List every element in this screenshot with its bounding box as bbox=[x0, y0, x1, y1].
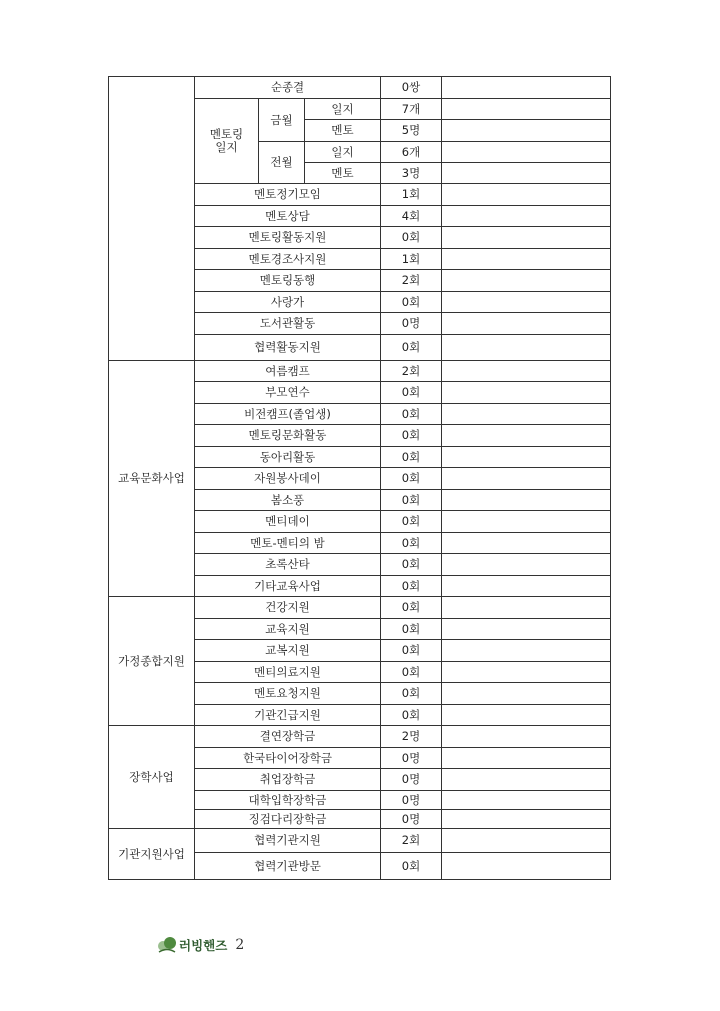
table-row bbox=[109, 726, 611, 748]
row-blank bbox=[442, 313, 611, 335]
row-blank bbox=[442, 404, 611, 425]
row-value: 0명 bbox=[381, 769, 442, 791]
row-label: 교육지원 bbox=[195, 619, 381, 640]
row-blank bbox=[442, 533, 611, 554]
row-value: 2회 bbox=[381, 829, 442, 853]
section-cell-mentoring bbox=[109, 77, 195, 361]
row-value: 5명 bbox=[381, 120, 442, 142]
row-blank bbox=[442, 292, 611, 313]
row-label: 결연장학금 bbox=[195, 726, 381, 748]
row-value: 2회 bbox=[381, 361, 442, 382]
row-blank bbox=[442, 748, 611, 769]
row-label: 멘티의료지원 bbox=[195, 662, 381, 683]
row-value: 0회 bbox=[381, 382, 442, 404]
row-label: 한국타이어장학금 bbox=[195, 748, 381, 769]
row-blank bbox=[442, 184, 611, 206]
row-blank bbox=[442, 683, 611, 705]
row-blank bbox=[442, 576, 611, 597]
row-label: 멘토링활동지원 bbox=[195, 227, 381, 249]
row-value: 0명 bbox=[381, 810, 442, 829]
row-label: 멘토요청지원 bbox=[195, 683, 381, 705]
row-blank bbox=[442, 270, 611, 292]
row-blank bbox=[442, 468, 611, 490]
row-label: 대학입학장학금 bbox=[195, 791, 381, 810]
row-label: 일지 bbox=[305, 142, 381, 163]
row-label: 건강지원 bbox=[195, 597, 381, 619]
row-value: 1회 bbox=[381, 249, 442, 270]
activity-table bbox=[108, 76, 611, 880]
row-blank bbox=[442, 163, 611, 184]
row-value: 0쌍 bbox=[381, 77, 442, 99]
row-blank bbox=[442, 726, 611, 748]
page-number: 2 bbox=[235, 937, 245, 953]
row-blank bbox=[442, 425, 611, 447]
row-label: 기관긴급지원 bbox=[195, 705, 381, 726]
row-blank bbox=[442, 705, 611, 726]
row-blank bbox=[442, 335, 611, 361]
row-value: 0명 bbox=[381, 313, 442, 335]
row-blank bbox=[442, 249, 611, 270]
row-blank bbox=[442, 640, 611, 662]
row-value: 0회 bbox=[381, 576, 442, 597]
row-label: 교복지원 bbox=[195, 640, 381, 662]
row-value: 0회 bbox=[381, 619, 442, 640]
row-label: 봄소풍 bbox=[195, 490, 381, 511]
row-value: 6개 bbox=[381, 142, 442, 163]
row-blank bbox=[442, 206, 611, 227]
row-label: 멘토상담 bbox=[195, 206, 381, 227]
row-value: 0회 bbox=[381, 468, 442, 490]
section-label-agency-support: 기관지원사업 bbox=[109, 829, 195, 880]
row-label: 자원봉사데이 bbox=[195, 468, 381, 490]
row-blank bbox=[442, 511, 611, 533]
row-label: 멘토 bbox=[305, 163, 381, 184]
row-value: 0명 bbox=[381, 748, 442, 769]
row-blank bbox=[442, 142, 611, 163]
row-label: 순종결 bbox=[195, 77, 381, 99]
mentoring-log-label bbox=[195, 99, 259, 184]
row-label: 멘토경조사지원 bbox=[195, 249, 381, 270]
row-value: 0회 bbox=[381, 447, 442, 468]
row-label: 멘토링문화활동 bbox=[195, 425, 381, 447]
row-label: 기타교육사업 bbox=[195, 576, 381, 597]
mentoring-log-label-line1: 멘토링 bbox=[209, 127, 244, 142]
row-blank bbox=[442, 490, 611, 511]
row-value: 0회 bbox=[381, 597, 442, 619]
mentoring-log-label-line2: 일지 bbox=[215, 140, 238, 154]
row-value: 0회 bbox=[381, 683, 442, 705]
row-value: 0회 bbox=[381, 554, 442, 576]
row-label: 멘티데이 bbox=[195, 511, 381, 533]
table-row bbox=[109, 597, 611, 619]
row-blank bbox=[442, 99, 611, 120]
table-row bbox=[109, 361, 611, 382]
row-blank bbox=[442, 597, 611, 619]
brand-name: 러빙핸즈 bbox=[179, 938, 228, 953]
row-value: 0회 bbox=[381, 425, 442, 447]
row-label: 동아리활동 bbox=[195, 447, 381, 468]
row-label: 도서관활동 bbox=[195, 313, 381, 335]
row-label: 멘토링동행 bbox=[195, 270, 381, 292]
row-label: 일지 bbox=[305, 99, 381, 120]
row-value: 0회 bbox=[381, 292, 442, 313]
row-label: 협력기관방문 bbox=[195, 853, 381, 880]
row-value: 0회 bbox=[381, 640, 442, 662]
row-value: 2명 bbox=[381, 726, 442, 748]
row-label: 여름캠프 bbox=[195, 361, 381, 382]
row-label: 멘토정기모임 bbox=[195, 184, 381, 206]
row-blank bbox=[442, 810, 611, 829]
row-blank bbox=[442, 853, 611, 880]
page-footer bbox=[157, 936, 244, 954]
row-value: 0회 bbox=[381, 227, 442, 249]
section-label-family-support: 가정종합지원 bbox=[109, 597, 195, 726]
row-label: 징검다리장학금 bbox=[195, 810, 381, 829]
row-value: 0회 bbox=[381, 662, 442, 683]
row-value: 0명 bbox=[381, 791, 442, 810]
row-label: 멘토-멘티의 밤 bbox=[195, 533, 381, 554]
row-value: 2회 bbox=[381, 270, 442, 292]
row-value: 7개 bbox=[381, 99, 442, 120]
row-label: 비전캠프(졸업생) bbox=[195, 404, 381, 425]
last-month-label: 전월 bbox=[259, 142, 305, 184]
row-blank bbox=[442, 791, 611, 810]
loving-hands-logo-icon bbox=[157, 936, 177, 954]
row-blank bbox=[442, 120, 611, 142]
row-value: 4회 bbox=[381, 206, 442, 227]
row-value: 0회 bbox=[381, 853, 442, 880]
row-blank bbox=[442, 361, 611, 382]
row-blank bbox=[442, 662, 611, 683]
table-row bbox=[109, 77, 611, 99]
row-label: 취업장학금 bbox=[195, 769, 381, 791]
row-label: 협력기관지원 bbox=[195, 829, 381, 853]
row-value: 0회 bbox=[381, 490, 442, 511]
section-label-scholarship: 장학사업 bbox=[109, 726, 195, 829]
row-value: 0회 bbox=[381, 705, 442, 726]
row-value: 0회 bbox=[381, 404, 442, 425]
row-label: 멘토 bbox=[305, 120, 381, 142]
row-blank bbox=[442, 447, 611, 468]
row-value: 0회 bbox=[381, 533, 442, 554]
row-label: 초록산타 bbox=[195, 554, 381, 576]
this-month-label: 금월 bbox=[259, 99, 305, 142]
row-label: 협력활동지원 bbox=[195, 335, 381, 361]
table-row bbox=[109, 829, 611, 853]
row-value: 3명 bbox=[381, 163, 442, 184]
row-value: 0회 bbox=[381, 335, 442, 361]
row-blank bbox=[442, 77, 611, 99]
row-blank bbox=[442, 227, 611, 249]
row-label: 사랑가 bbox=[195, 292, 381, 313]
row-blank bbox=[442, 769, 611, 791]
section-label-edu-culture: 교육문화사업 bbox=[109, 361, 195, 597]
row-label: 부모연수 bbox=[195, 382, 381, 404]
row-value: 1회 bbox=[381, 184, 442, 206]
row-value: 0회 bbox=[381, 511, 442, 533]
row-blank bbox=[442, 554, 611, 576]
row-blank bbox=[442, 619, 611, 640]
row-blank bbox=[442, 829, 611, 853]
row-blank bbox=[442, 382, 611, 404]
